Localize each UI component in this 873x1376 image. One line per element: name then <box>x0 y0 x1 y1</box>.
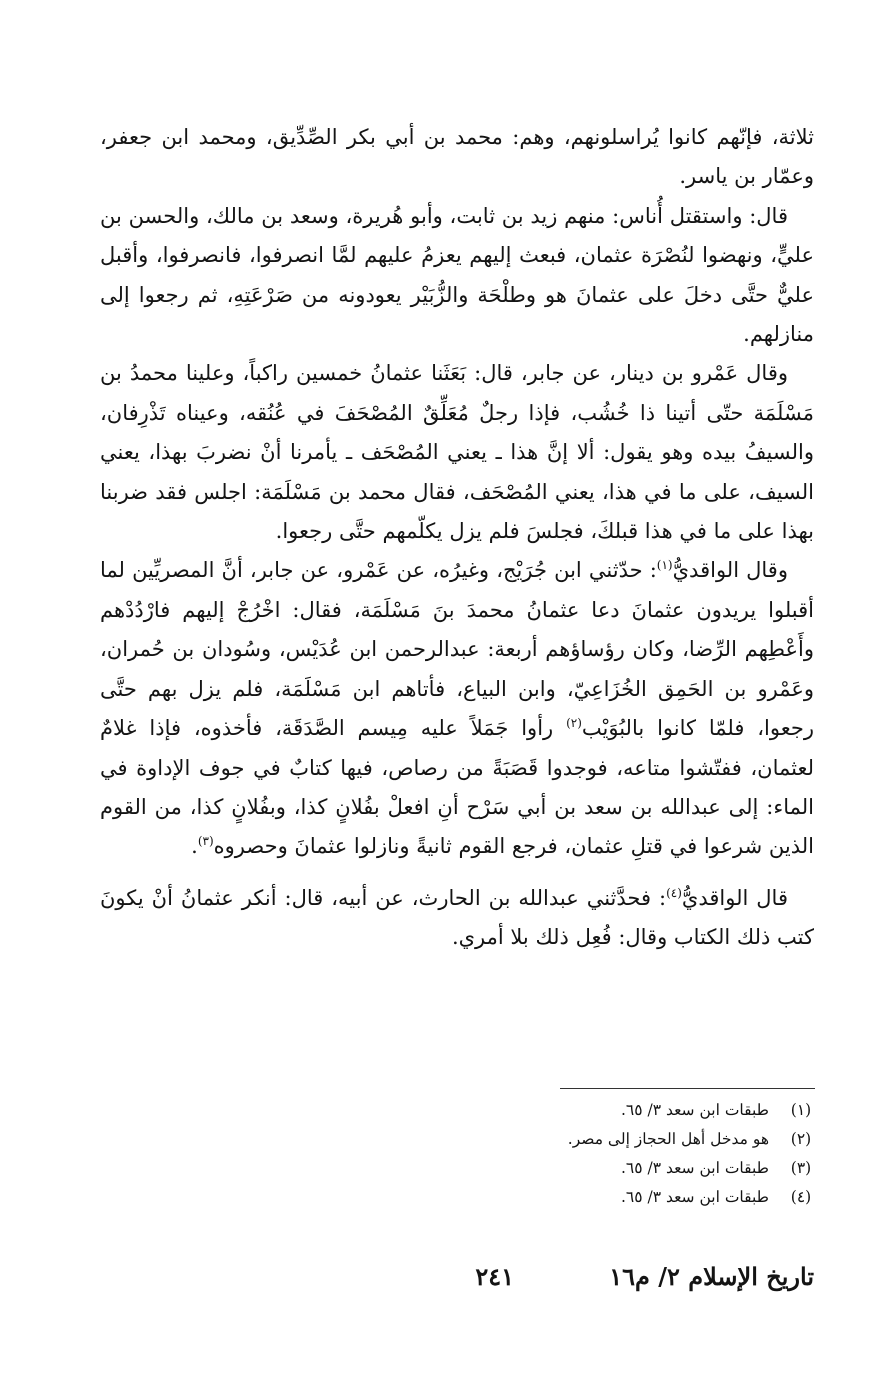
page-footer <box>60 1262 814 1302</box>
paragraph-4-end: . <box>191 834 198 859</box>
footnote-number: (٢) <box>790 1130 812 1148</box>
footnote-item <box>315 1125 815 1154</box>
footnote-text: طبقات ابن سعد ٣/ ٦٥. <box>620 1101 769 1119</box>
footnote-number: (٣) <box>790 1159 812 1177</box>
footnote-number: (١) <box>790 1101 812 1119</box>
paragraph-4-lead: وقال الواقديُّ <box>672 558 788 583</box>
paragraph-5-body: : فحدَّثني عبدالله بن الحارث، عن أبيه، قال: أنكر عثمانُ أنْ يكونَ كتب ذلك الكتاب وقال: فُعِل ذلك بلا أمري. <box>100 885 814 950</box>
footnote-item <box>315 1096 815 1125</box>
paragraph-5-lead: قال الواقديُّ <box>681 885 788 910</box>
paragraph-4-body-2: رأوا جَمَلاً عليه مِيسم الصَّدَقَة، فأخذوه، فإذا غلامٌ لعثمان، ففتّشوا متاعه، فوجدوا قَصَبَةً من رصاص، فيها كتابٌ في جوف الإداوة في الماء: إلى عبدالله بن سعد بن أبي سَرْح أنِ افعلْ بفُلانٍ كذا، وبفُلانٍ كذا، من القوم الذين شرعوا في قتلِ عثمان، فرجع القوم ثانيةً ونازلوا عثمانَ وحصروه <box>100 716 814 859</box>
footnote-number: (٤) <box>790 1188 812 1206</box>
running-title: تاريخ الإسلام ٢/ م١٦ <box>609 1262 814 1291</box>
page-number: ٢٤١ <box>475 1262 514 1291</box>
footnote-ref-1: (١) <box>656 558 673 573</box>
paragraph-1: ثلاثة، فإنّهم كانوا يُراسلونهم، وهم: محمد بن أبي بكر الصِّدِّيق، ومحمد ابن جعفر، وعمّار بن ياسر. <box>100 125 814 189</box>
paragraph-5 <box>100 879 814 958</box>
paragraph-3: وقال عَمْرو بن دينار، عن جابر، قال: بَعَثَنا عثمانُ خمسين راكباً، وعلينا محمدُ بن مَسْلَمَة حتّى أتينا ذا خُشُب، فإذا رجلٌ مُعَلِّقٌ المُصْحَفَ في عُنُقه، وعيناه تَذْرِفان، والسيفُ بيده وهو يقول: ألا إنَّ هذا ـ يعني المُصْحَف ـ يأمرنا أنْ نضربَ بهذا، يعني السيف، على ما في هذا، يعني المُصْحَف، فقال محمد بن مَسْلَمَة: اجلس فقد ضربنا بهذا على ما في هذا قبلكَ، فجلسَ فلم يزل يكلّمهم حتَّى رجعوا. <box>100 361 814 544</box>
paragraph-4-body: : حدّثني ابن جُرَيْج، وغيرُه، عن عَمْرو، عن جابر، أنَّ المصريِّين لما أقبلوا يريدون عثمانَ دعا عثمانُ محمدَ بنَ مَسْلَمَة، فقال: اخْرُجْ إليهم فارْدُدْهم وأَعْطِهم الرِّضا، وكان رؤساؤهم أربعة: عبدالرحمن ابن عُدَيْس، وسُودان بن حُمران، وعَمْرو بن الحَمِق الخُزَاعِيّ، وابن البياع، فأتاهم ابن مَسْلَمَة، فلم يزل بهم حتَّى رجعوا، فلمّا كانوا بالبُوَيْب <box>100 558 814 741</box>
footnote-divider <box>560 1088 815 1089</box>
main-text <box>100 118 814 958</box>
footnote-text: طبقات ابن سعد ٣/ ٦٥. <box>620 1188 769 1206</box>
footnote-item <box>315 1183 815 1212</box>
footnote-text: طبقات ابن سعد ٣/ ٦٥. <box>620 1159 769 1177</box>
footnote-ref-2: (٢) <box>566 716 582 731</box>
footnotes-list <box>315 1096 815 1212</box>
footnote-ref-4: (٤) <box>666 885 682 900</box>
footnote-text: هو مدخل أهل الحجاز إلى مصر. <box>567 1130 769 1148</box>
footnote-ref-3: (٣) <box>197 834 214 849</box>
footnote-item <box>315 1154 815 1183</box>
paragraph-2: قال: واستقتل أُناس: منهم زيد بن ثابت، وأبو هُريرة، وسعد بن مالك، والحسن بن عليٍّ، ونهضوا لنُصْرَة عثمان، فبعث إليهم يعزمُ عليهم لمَّا انصرفوا، فانصرفوا، وأقبل عليٌّ حتَّى دخلَ على عثمانَ هو وطلْحَة والزُّبَيْر يعودونه من صَرْعَتِهِ، ثم رجعوا إلى منازلهم. <box>100 203 814 347</box>
paragraph-4 <box>100 551 814 866</box>
